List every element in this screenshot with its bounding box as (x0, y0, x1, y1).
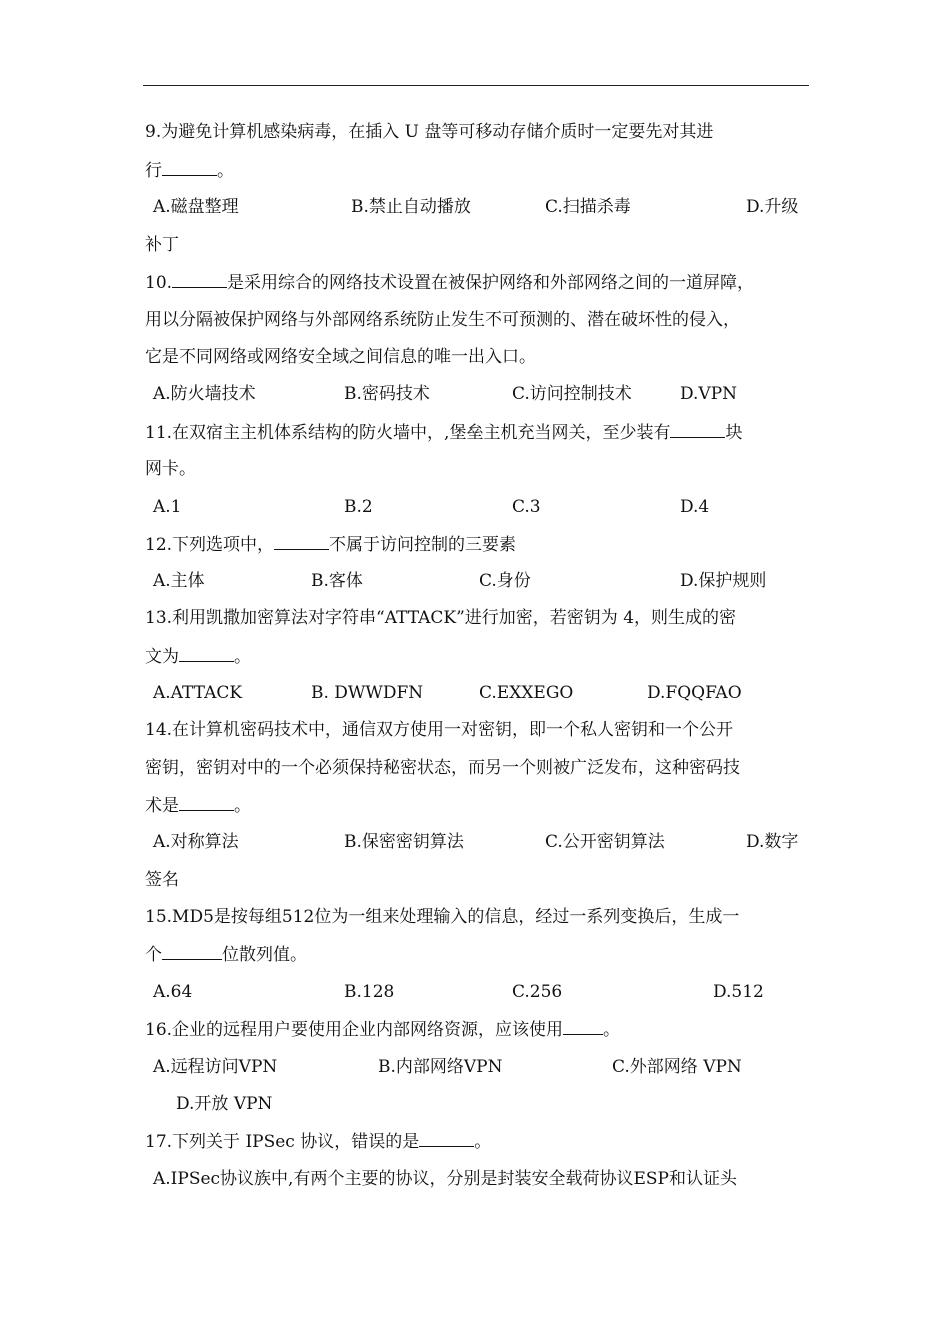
answer-blank[interactable] (179, 794, 234, 811)
question-9-option-d: D.升级 (746, 197, 799, 217)
question-10-option-c: C.访问控制技术 (512, 384, 632, 404)
question-12-line-1: 12.下列选项中， 不属于访问控制的三要素 (145, 535, 517, 555)
question-11-option-a: A.1 (153, 497, 182, 517)
question-15-option-c: C.256 (512, 982, 563, 1002)
answer-blank[interactable] (162, 159, 217, 176)
question-16-option-c: C.外部网络 VPN (612, 1057, 742, 1077)
question-11-line-2: 网卡。 (145, 459, 196, 479)
question-10-line-2: 用以分隔被保护网络与外部网络系统防止发生不可预测的、潜在破坏性的侵入， (145, 310, 740, 330)
question-12-option-b: B.客体 (311, 571, 363, 591)
question-10-option-b: B.密码技术 (344, 384, 430, 404)
question-15-option-b: B.128 (344, 982, 395, 1002)
question-14-option-c: C.公开密钥算法 (545, 832, 665, 852)
answer-blank[interactable] (563, 1018, 603, 1035)
question-14-line-1: 14.在计算机密码技术中，通信双方使用一对密钥，即一个私人密钥和一个公开 (145, 720, 734, 740)
question-9-option-wrap: 补丁 (145, 235, 179, 255)
question-10-option-d: D.VPN (680, 384, 738, 404)
question-15-line-1: 15.MD5是按每组512位为一组来处理输入的信息，经过一系列变换后，生成一 (145, 907, 740, 927)
question-9-option-b: B.禁止自动播放 (351, 197, 471, 217)
question-10-line-3: 它是不同网络或网络安全域之间信息的唯一出入口。 (145, 347, 536, 367)
answer-blank[interactable] (172, 271, 227, 288)
question-9-line-2: 行 。 (145, 161, 234, 181)
question-14-option-a: A.对称算法 (153, 832, 239, 852)
question-15-option-d: D.512 (713, 982, 764, 1002)
question-10-line-1: 10. 是采用综合的网络技术设置在被保护网络和外部网络之间的一道屏障， (145, 273, 755, 293)
question-11-option-d: D.4 (680, 497, 710, 517)
header-rule (143, 85, 809, 86)
answer-blank[interactable] (670, 421, 725, 438)
question-13-option-a: A.ATTACK (153, 683, 243, 703)
question-9-option-c: C.扫描杀毒 (545, 197, 631, 217)
question-16-option-b: B.内部网络VPN (378, 1057, 503, 1077)
question-15-line-2: 个 位散列值。 (145, 945, 307, 965)
question-17-line-1: 17.下列关于 IPSec 协议，错误的是 。 (145, 1132, 492, 1152)
question-13-line-2: 文为 。 (145, 647, 251, 667)
question-14-option-wrap: 签名 (145, 870, 179, 890)
question-10-option-a: A.防火墙技术 (153, 384, 256, 404)
question-16-option-a: A.远程访问VPN (153, 1057, 278, 1077)
question-13-line-1: 13.利用凯撒加密算法对字符串“ATTACK”进行加密，若密钥为 4，则生成的密 (145, 608, 737, 628)
question-12-option-c: C.身份 (479, 571, 531, 591)
question-16-option-d: D.开放 VPN (176, 1094, 273, 1114)
question-17-option-a: A.IPSec协议族中,有两个主要的协议，分别是封装安全载荷协议ESP和认证头 (153, 1169, 737, 1189)
answer-blank[interactable] (274, 533, 329, 550)
answer-blank[interactable] (419, 1130, 474, 1147)
question-13-option-d: D.FQQFAO (647, 683, 742, 703)
question-11-option-c: C.3 (512, 497, 541, 517)
question-16-line-1: 16.企业的远程用户要使用企业内部网络资源，应该使用 。 (145, 1020, 621, 1040)
question-11-option-b: B.2 (344, 497, 373, 517)
question-13-option-b: B. DWWDFN (311, 683, 424, 703)
question-9-option-a: A.磁盘整理 (153, 197, 239, 217)
question-11-line-1: 11.在双宿主主机体系结构的防火墙中，,堡垒主机充当网关，至少装有 块 (145, 423, 743, 443)
question-14-option-b: B.保密密钥算法 (344, 832, 464, 852)
question-14-option-d: D.数字 (746, 832, 799, 852)
question-15-option-a: A.64 (153, 982, 193, 1002)
answer-blank[interactable] (179, 645, 234, 662)
question-12-option-a: A.主体 (153, 571, 205, 591)
question-12-option-d: D.保护规则 (680, 571, 767, 591)
question-14-line-2: 密钥，密钥对中的一个必须保持秘密状态，而另一个则被广泛发布，这种密码技 (145, 758, 740, 778)
question-14-line-3: 术是 。 (145, 796, 251, 816)
question-13-option-c: C.EXXEGO (479, 683, 574, 703)
question-9-line-1: 9.为避免计算机感染病毒，在插入 U 盘等可移动存储介质时一定要先对其进 (145, 122, 714, 142)
answer-blank[interactable] (162, 943, 222, 960)
